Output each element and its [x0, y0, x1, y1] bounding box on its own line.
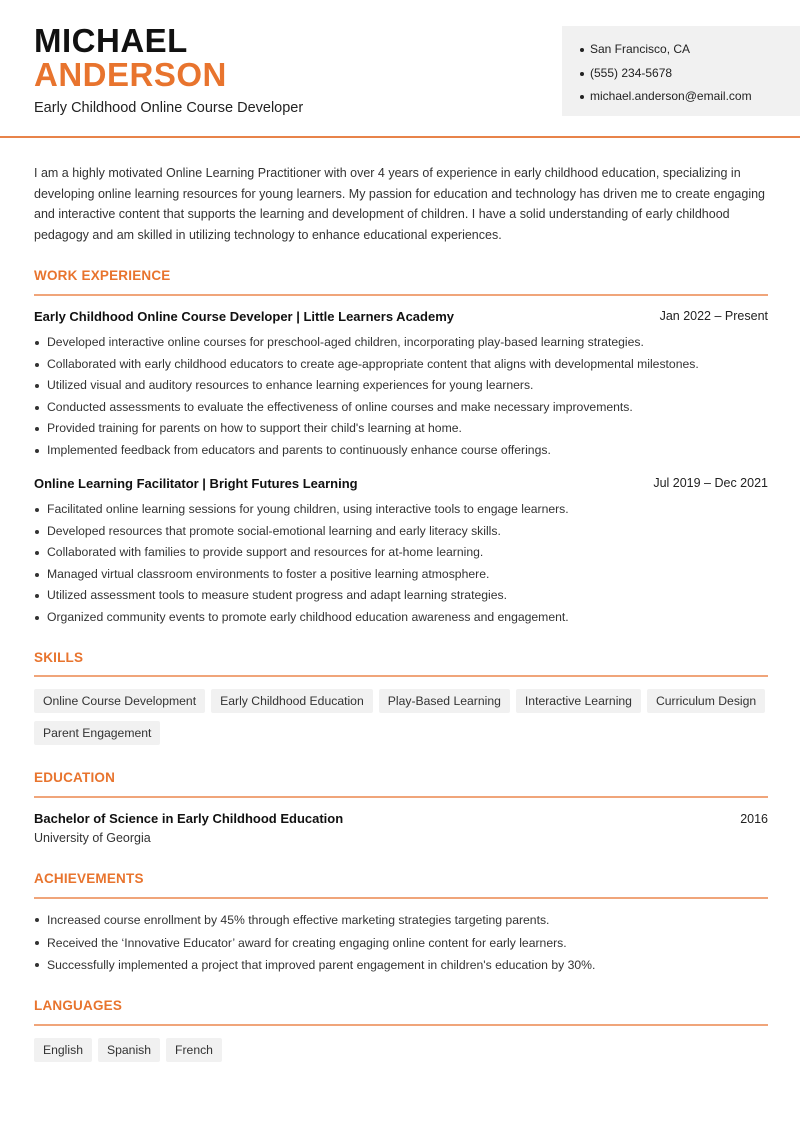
section-divider	[34, 897, 768, 899]
skill-chip: Early Childhood Education	[211, 689, 373, 713]
list-item: Developed interactive online courses for preschool-aged children, incorporating play-based learning strategies.	[34, 332, 768, 354]
skill-chip: Interactive Learning	[516, 689, 641, 713]
skill-chip: Parent Engagement	[34, 721, 160, 745]
section-divider	[34, 294, 768, 296]
education-school: University of Georgia	[34, 831, 151, 845]
section-divider	[34, 1024, 768, 1026]
list-item: Increased course enrollment by 45% through effective marketing strategies targeting parents.	[34, 909, 768, 932]
job-bullets	[34, 499, 768, 628]
list-item: Utilized assessment tools to measure student progress and adapt learning strategies.	[34, 585, 768, 607]
job-role: Online Learning Facilitator | Bright Futures Learning	[34, 476, 358, 491]
language-chip: English	[34, 1038, 92, 1062]
section-divider	[34, 796, 768, 798]
job-title: Early Childhood Online Course Developer	[34, 100, 304, 116]
list-item: Developed resources that promote social-emotional learning and early literacy skills.	[34, 521, 768, 543]
skill-chip: Play-Based Learning	[379, 689, 510, 713]
list-item: Collaborated with families to provide support and resources for at-home learning.	[34, 542, 768, 564]
job-dates: Jul 2019 – Dec 2021	[653, 476, 768, 490]
list-item: Organized community events to promote early childhood education awareness and engagement.	[34, 607, 768, 629]
section-title-achievements: ACHIEVEMENTS	[34, 871, 144, 886]
list-item: Successfully implemented a project that improved parent engagement in children's education by 30%.	[34, 954, 768, 977]
section-title-work: WORK EXPERIENCE	[34, 268, 171, 283]
list-item: Managed virtual classroom environments to foster a positive learning atmosphere.	[34, 564, 768, 586]
contact-location: San Francisco, CA	[580, 38, 800, 62]
section-title-education: EDUCATION	[34, 770, 116, 785]
list-item: Facilitated online learning sessions for young children, using interactive tools to engage learners.	[34, 499, 768, 521]
education-year: 2016	[740, 812, 768, 826]
languages-list	[34, 1038, 774, 1070]
list-item: Utilized visual and auditory resources to enhance learning experiences for young learners.	[34, 375, 768, 397]
job-header	[34, 476, 768, 494]
list-item: Implemented feedback from educators and parents to continuously enhance course offerings.	[34, 440, 768, 462]
contact-email: michael.anderson@email.com	[580, 85, 800, 109]
first-name: MICHAEL	[34, 22, 188, 59]
contact-phone: (555) 234-5678	[580, 62, 800, 86]
list-item: Collaborated with early childhood educators to create age-appropriate content that aligns with developmental milestones.	[34, 354, 768, 376]
last-name: ANDERSON	[34, 56, 227, 93]
section-title-skills: SKILLS	[34, 650, 84, 665]
summary: I am a highly motivated Online Learning Practitioner with over 4 years of experience in early childhood education, specializing in developing online learning resources for young learners. My passion for education and technology has driven me to create engaging and interactive content that supports the learning and development of children. I have a solid understanding of early childhood pedagogy and am skilled in utilizing technology to enhance educational experiences.	[34, 166, 766, 243]
skill-chip: Online Course Development	[34, 689, 205, 713]
education-degree: Bachelor of Science in Early Childhood Education	[34, 811, 344, 826]
job-bullets	[34, 332, 768, 461]
list-item: Conducted assessments to evaluate the effectiveness of online courses and make necessary improvements.	[34, 397, 768, 419]
job-dates: Jan 2022 – Present	[659, 309, 768, 323]
language-chip: French	[166, 1038, 222, 1062]
section-divider	[34, 675, 768, 677]
list-item: Received the ‘Innovative Educator’ award for creating engaging online content for early learners.	[34, 932, 768, 955]
skill-chip: Curriculum Design	[647, 689, 765, 713]
language-chip: Spanish	[98, 1038, 160, 1062]
job-header	[34, 309, 768, 327]
achievements-list	[34, 909, 768, 977]
contact-box	[562, 26, 800, 116]
section-title-languages: LANGUAGES	[34, 998, 123, 1013]
list-item: Provided training for parents on how to support their child's learning at home.	[34, 418, 768, 440]
skills-list	[34, 689, 774, 753]
resume-header	[0, 0, 800, 138]
job-role: Early Childhood Online Course Developer | Little Learners Academy	[34, 309, 454, 324]
